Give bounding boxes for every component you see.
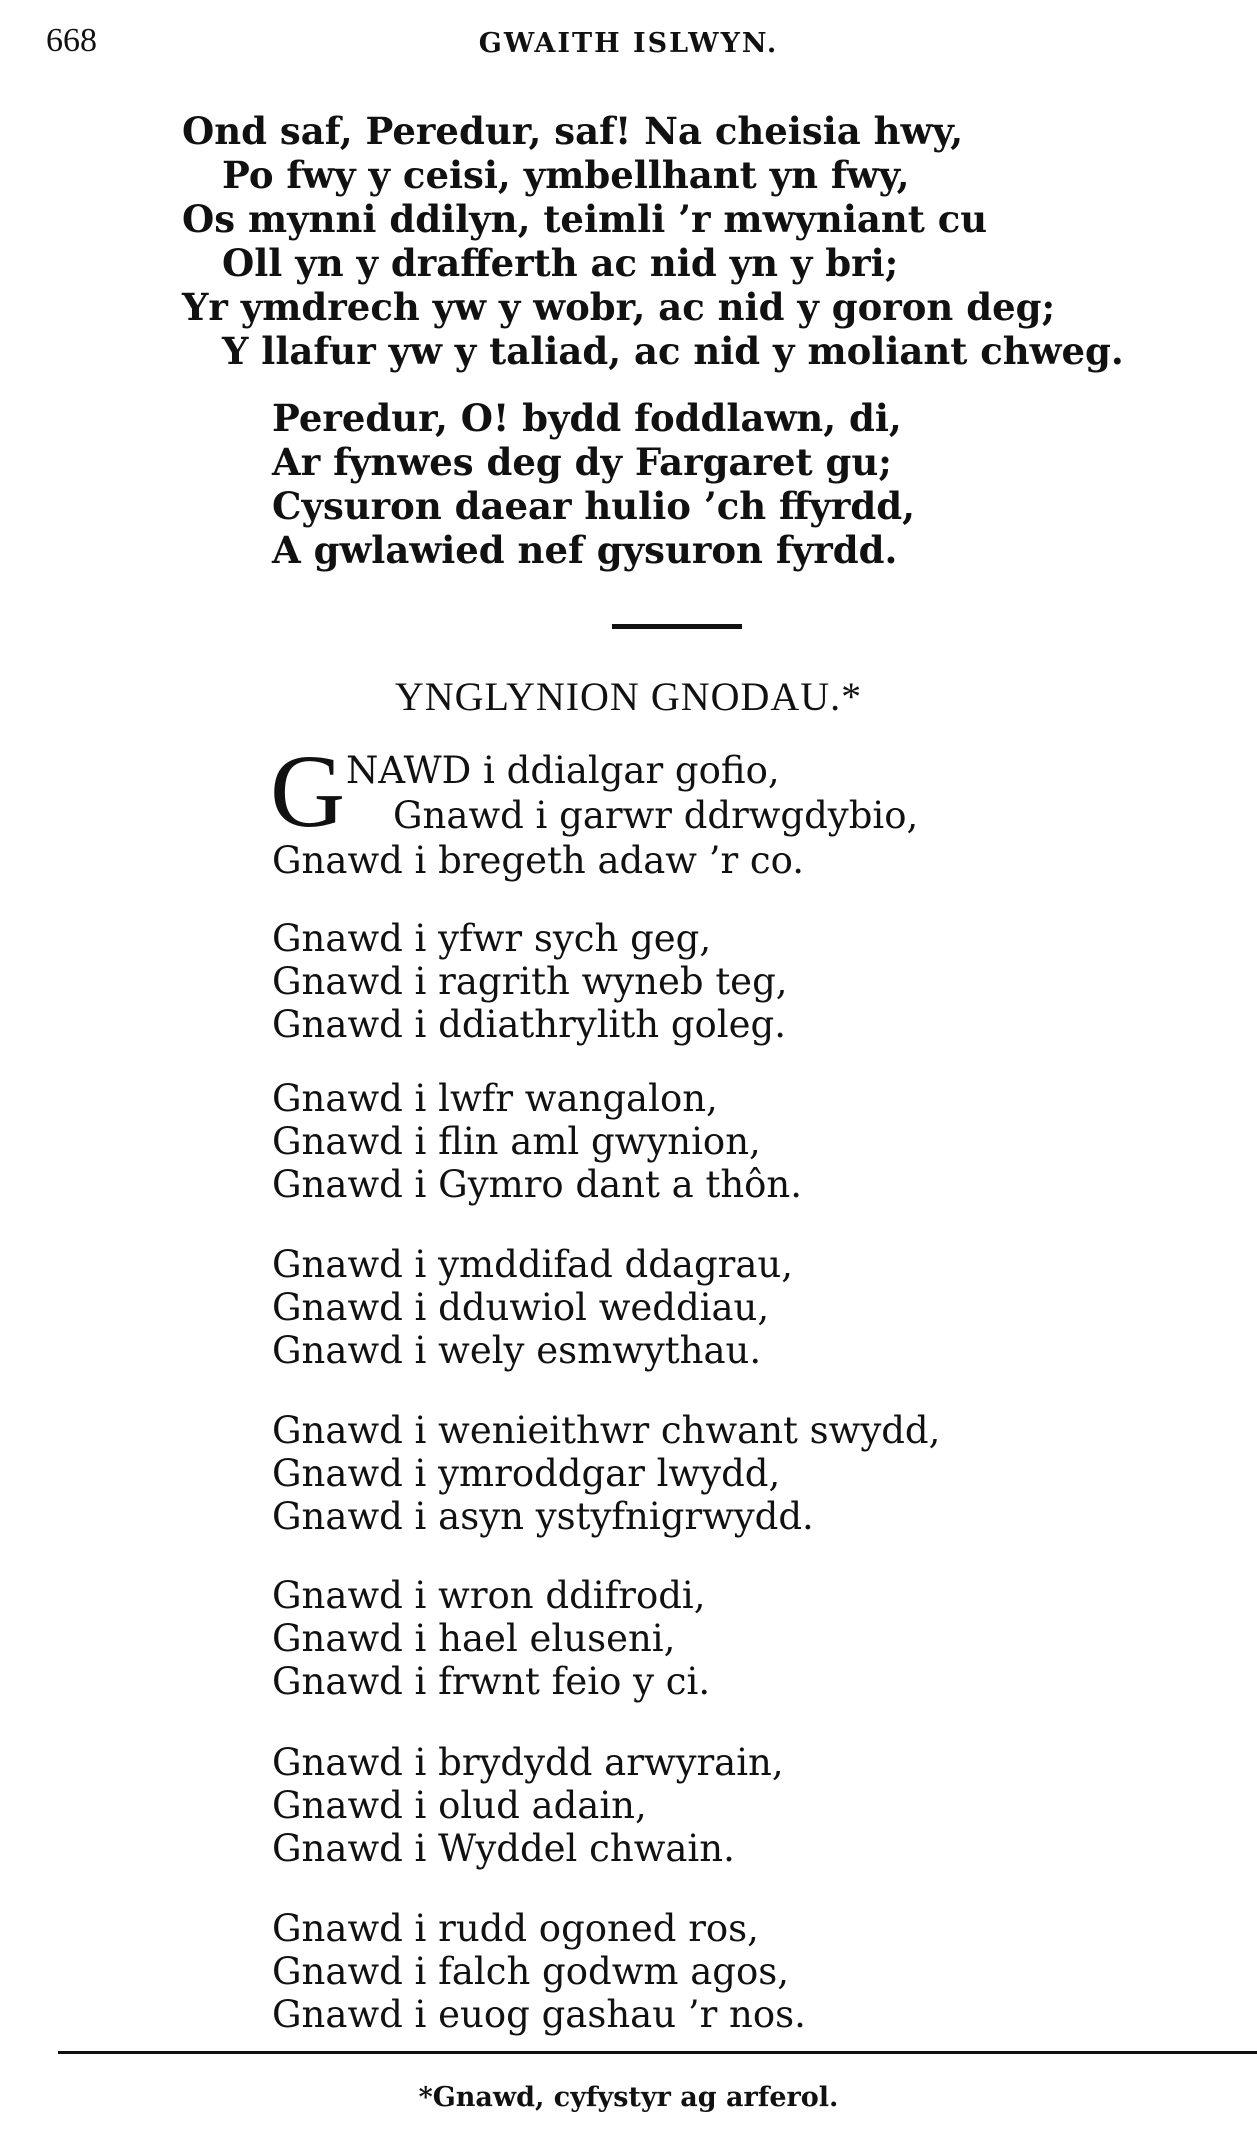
poem-line: Gnawd i wenieithwr chwant swydd,: [272, 1409, 941, 1452]
poem-line: Gnawd i hael eluseni,: [272, 1617, 676, 1660]
poem-line: Gnawd i euog gashau ’r nos.: [272, 1993, 806, 2036]
poem-line: Po fwy y ceisi, ymbellhant yn fwy,: [222, 153, 910, 197]
poem-line: Os mynni ddilyn, teimli ’r mwyniant cu: [182, 197, 988, 241]
poem-line: Gnawd i wely esmwythau.: [272, 1329, 762, 1372]
poem-line: A gwlawied nef gysuron fyrdd.: [272, 528, 898, 572]
poem-line: NAWD i ddialgar gofio,: [346, 749, 780, 792]
drop-cap: G: [270, 734, 346, 849]
poem-line: Gnawd i ragrith wyneb teg,: [272, 960, 788, 1003]
poem-line: Gnawd i bregeth adaw ’r co.: [272, 839, 805, 882]
poem-line: Peredur, O! bydd foddlawn, di,: [272, 396, 902, 440]
poem-line: Gnawd i ymddifad ddagrau,: [272, 1243, 793, 1286]
poem-title: YNGLYNION GNODAU.*: [394, 674, 863, 719]
poem-line: Gnawd i rudd ogoned ros,: [272, 1907, 759, 1950]
running-head: GWAITH ISLWYN.: [478, 28, 779, 59]
poem-line: Gnawd i yfwr sych geg,: [272, 917, 712, 960]
poem-line: Gnawd i lwfr wangalon,: [272, 1077, 718, 1120]
poem-line: Oll yn y drafferth ac nid yn y bri;: [222, 241, 899, 285]
footnote-rule: [58, 2051, 1257, 2054]
poem-line: Gnawd i falch godwm agos,: [272, 1950, 789, 1993]
poem-line: Gnawd i frwnt feio y ci.: [272, 1660, 711, 1703]
poem-line: Gnawd i ymroddgar lwydd,: [272, 1452, 781, 1495]
poem-line: Gnawd i garwr ddrwgdybio,: [393, 794, 919, 837]
poem-line: Ar fynwes deg dy Fargaret gu;: [272, 440, 892, 484]
poem-line: Ond saf, Peredur, saf! Na cheisia hwy,: [182, 109, 964, 153]
poem-line: Gnawd i dduwiol weddiau,: [272, 1286, 770, 1329]
poem-line: Yr ymdrech yw y wobr, ac nid y goron deg;: [182, 285, 1056, 329]
footnote: *Gnawd, cyfystyr ag arferol.: [418, 2082, 839, 2113]
poem-line: Gnawd i asyn ystyfnigrwydd.: [272, 1495, 814, 1538]
page-number: 668: [46, 22, 97, 59]
poem-line: Gnawd i Gymro dant a thôn.: [272, 1163, 803, 1206]
poem-line: Gnawd i olud adain,: [272, 1784, 647, 1827]
poem-line: Cysuron daear hulio ’ch ffyrdd,: [272, 484, 916, 528]
poem-line: Gnawd i brydydd arwyrain,: [272, 1741, 784, 1784]
poem-line: Y llafur yw y taliad, ac nid y moliant chweg.: [222, 329, 1124, 373]
poem-line: Gnawd i Wyddel chwain.: [272, 1827, 735, 1870]
poem-line: Gnawd i ddiathrylith goleg.: [272, 1003, 786, 1046]
poem-line: Gnawd i flin aml gwynion,: [272, 1120, 761, 1163]
section-divider: [612, 624, 742, 629]
poem-line: Gnawd i wron ddifrodi,: [272, 1574, 706, 1617]
page-header: [0, 18, 1257, 68]
